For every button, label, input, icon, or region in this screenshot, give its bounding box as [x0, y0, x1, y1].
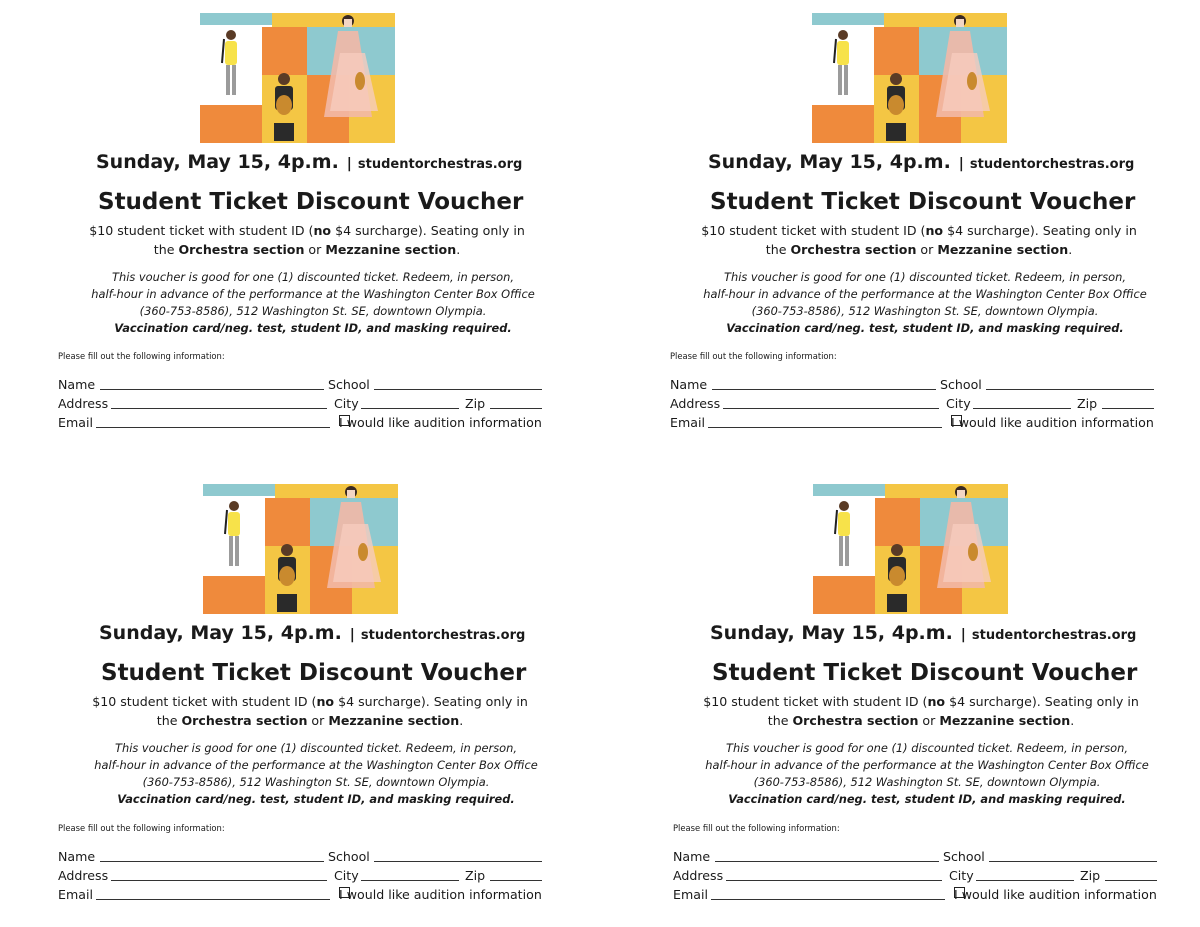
period: .	[456, 242, 461, 257]
details-line-2: half-hour in advance of the performance at the Washington Center Box Office	[91, 287, 535, 301]
seating-text: the	[765, 242, 791, 257]
or-text: or	[916, 242, 938, 257]
period: .	[459, 713, 464, 728]
redeem-details	[692, 740, 1162, 808]
price-text: $10 student ticket with student ID (	[89, 223, 314, 238]
requirements: Vaccination card/neg. test, student ID, and masking required.	[726, 321, 1124, 335]
mezzanine-section: Mezzanine section	[937, 242, 1069, 257]
orchestra-section: Orchestra section	[181, 713, 308, 728]
address-label: Address	[58, 396, 109, 411]
mezzanine-section: Mezzanine section	[325, 242, 457, 257]
address-label: Address	[673, 868, 724, 883]
details-line-3: (360-753-8586), 512 Washington St. SE, downtown Olympia.	[753, 775, 1101, 789]
name-label: Name	[673, 849, 711, 864]
email-field[interactable]	[96, 415, 330, 428]
event-date-line	[708, 151, 1134, 173]
audition-label: I would like audition information	[339, 887, 542, 902]
website-link[interactable]: studentorchestras.org	[969, 157, 1135, 172]
zip-field[interactable]	[1102, 396, 1154, 409]
details-line-1: This voucher is good for one (1) discounted ticket. Redeem, in person,	[115, 741, 517, 755]
period: .	[1070, 713, 1075, 728]
event-date-line	[710, 622, 1136, 644]
city-field[interactable]	[361, 868, 459, 881]
details-line-3: (360-753-8586), 512 Washington St. SE, downtown Olympia.	[139, 304, 487, 318]
details-line-2: half-hour in advance of the performance at the Washington Center Box Office	[705, 758, 1149, 772]
info-form	[58, 849, 548, 906]
event-date-line	[99, 622, 525, 644]
price-text: $10 student ticket with student ID (	[703, 694, 928, 709]
name-label: Name	[670, 377, 708, 392]
email-label: Email	[58, 887, 93, 902]
email-field[interactable]	[708, 415, 942, 428]
form-row-3	[58, 887, 548, 906]
orchestra-section: Orchestra section	[790, 242, 917, 257]
address-field[interactable]	[723, 396, 939, 409]
price-text: $10 student ticket with student ID (	[701, 223, 926, 238]
seating-text: the	[767, 713, 793, 728]
name-field[interactable]	[100, 849, 324, 862]
info-form	[673, 849, 1163, 906]
orchestra-section: Orchestra section	[178, 242, 305, 257]
form-row-2	[670, 396, 1160, 415]
school-field[interactable]	[989, 849, 1157, 862]
redeem-details	[690, 269, 1160, 337]
voucher-title: Student Ticket Discount Voucher	[101, 660, 527, 686]
period: .	[1068, 242, 1073, 257]
website-link[interactable]: studentorchestras.org	[357, 157, 523, 172]
fill-note: Please fill out the following information:	[673, 823, 840, 833]
email-field[interactable]	[96, 887, 330, 900]
price-text: $10 student ticket with student ID (	[92, 694, 317, 709]
details-line-1: This voucher is good for one (1) discounted ticket. Redeem, in person,	[726, 741, 1128, 755]
price-description	[72, 221, 542, 259]
fill-note: Please fill out the following information:	[58, 823, 225, 833]
address-label: Address	[58, 868, 109, 883]
zip-label: Zip	[465, 868, 486, 883]
form-row-1	[670, 377, 1160, 396]
name-label: Name	[58, 377, 96, 392]
separator: |	[960, 627, 966, 643]
city-label: City	[334, 396, 359, 411]
form-row-3	[58, 415, 548, 434]
price-text-2: $4 surcharge). Seating only in	[334, 694, 528, 709]
details-line-2: half-hour in advance of the performance at the Washington Center Box Office	[94, 758, 538, 772]
price-text-2: $4 surcharge). Seating only in	[331, 223, 525, 238]
details-line-3: (360-753-8586), 512 Washington St. SE, downtown Olympia.	[751, 304, 1099, 318]
email-label: Email	[58, 415, 93, 430]
name-field[interactable]	[715, 849, 939, 862]
school-label: School	[943, 849, 985, 864]
event-date: Sunday, May 15, 4p.m.	[99, 622, 342, 644]
details-line-1: This voucher is good for one (1) discounted ticket. Redeem, in person,	[112, 270, 514, 284]
illustration	[813, 484, 1008, 614]
audition-label: I would like audition information	[951, 415, 1154, 430]
zip-label: Zip	[465, 396, 486, 411]
voucher-illustration	[812, 13, 1007, 143]
school-label: School	[328, 377, 370, 392]
details-line-2: half-hour in advance of the performance at the Washington Center Box Office	[703, 287, 1147, 301]
form-row-2	[58, 396, 548, 415]
mezzanine-section: Mezzanine section	[328, 713, 460, 728]
event-date-line	[96, 151, 522, 173]
email-label: Email	[670, 415, 705, 430]
website-link[interactable]: studentorchestras.org	[360, 628, 526, 643]
voucher-illustration	[200, 13, 395, 143]
voucher-title: Student Ticket Discount Voucher	[712, 660, 1138, 686]
city-field[interactable]	[973, 396, 1071, 409]
voucher-title: Student Ticket Discount Voucher	[98, 189, 524, 215]
zip-field[interactable]	[490, 868, 542, 881]
mezzanine-section: Mezzanine section	[939, 713, 1071, 728]
school-label: School	[328, 849, 370, 864]
zip-field[interactable]	[490, 396, 542, 409]
no-text: no	[316, 694, 335, 709]
school-field[interactable]	[374, 849, 542, 862]
or-text: or	[918, 713, 940, 728]
illustration	[203, 484, 398, 614]
redeem-details	[81, 740, 551, 808]
form-row-2	[58, 868, 548, 887]
city-field[interactable]	[361, 396, 459, 409]
city-label: City	[949, 868, 974, 883]
form-row-2	[673, 868, 1163, 887]
no-text: no	[313, 223, 332, 238]
school-field[interactable]	[374, 377, 542, 390]
audition-label: I would like audition information	[954, 887, 1157, 902]
illustration	[200, 13, 395, 143]
details-line-3: (360-753-8586), 512 Washington St. SE, downtown Olympia.	[142, 775, 490, 789]
name-field[interactable]	[712, 377, 936, 390]
info-form	[670, 377, 1160, 434]
price-text-2: $4 surcharge). Seating only in	[943, 223, 1137, 238]
city-label: City	[334, 868, 359, 883]
price-description	[686, 692, 1156, 730]
illustration	[812, 13, 1007, 143]
details-line-1: This voucher is good for one (1) discounted ticket. Redeem, in person,	[724, 270, 1126, 284]
form-row-3	[673, 887, 1163, 906]
event-date: Sunday, May 15, 4p.m.	[710, 622, 953, 644]
redeem-details	[78, 269, 548, 337]
no-text: no	[927, 694, 946, 709]
requirements: Vaccination card/neg. test, student ID, and masking required.	[117, 792, 515, 806]
name-field[interactable]	[100, 377, 324, 390]
separator: |	[349, 627, 355, 643]
requirements: Vaccination card/neg. test, student ID, and masking required.	[728, 792, 1126, 806]
voucher-title: Student Ticket Discount Voucher	[710, 189, 1136, 215]
voucher-illustration	[813, 484, 1008, 614]
orchestra-section: Orchestra section	[792, 713, 919, 728]
event-date: Sunday, May 15, 4p.m.	[708, 151, 951, 173]
price-description	[684, 221, 1154, 259]
fill-note: Please fill out the following information:	[58, 351, 225, 361]
seating-text: the	[156, 713, 182, 728]
separator: |	[958, 156, 964, 172]
requirements: Vaccination card/neg. test, student ID, and masking required.	[114, 321, 512, 335]
zip-label: Zip	[1077, 396, 1098, 411]
or-text: or	[304, 242, 326, 257]
price-text-2: $4 surcharge). Seating only in	[945, 694, 1139, 709]
form-row-3	[670, 415, 1160, 434]
name-label: Name	[58, 849, 96, 864]
address-field[interactable]	[111, 868, 327, 881]
form-row-1	[673, 849, 1163, 868]
school-field[interactable]	[986, 377, 1154, 390]
or-text: or	[307, 713, 329, 728]
no-text: no	[925, 223, 944, 238]
event-date: Sunday, May 15, 4p.m.	[96, 151, 339, 173]
price-description	[75, 692, 545, 730]
city-field[interactable]	[976, 868, 1074, 881]
address-label: Address	[670, 396, 721, 411]
school-label: School	[940, 377, 982, 392]
seating-text: the	[153, 242, 179, 257]
email-field[interactable]	[711, 887, 945, 900]
form-row-1	[58, 849, 548, 868]
audition-label: I would like audition information	[339, 415, 542, 430]
separator: |	[346, 156, 352, 172]
form-row-1	[58, 377, 548, 396]
website-link[interactable]: studentorchestras.org	[971, 628, 1137, 643]
voucher-illustration	[203, 484, 398, 614]
zip-field[interactable]	[1105, 868, 1157, 881]
address-field[interactable]	[726, 868, 942, 881]
city-label: City	[946, 396, 971, 411]
address-field[interactable]	[111, 396, 327, 409]
info-form	[58, 377, 548, 434]
fill-note: Please fill out the following information:	[670, 351, 837, 361]
zip-label: Zip	[1080, 868, 1101, 883]
email-label: Email	[673, 887, 708, 902]
